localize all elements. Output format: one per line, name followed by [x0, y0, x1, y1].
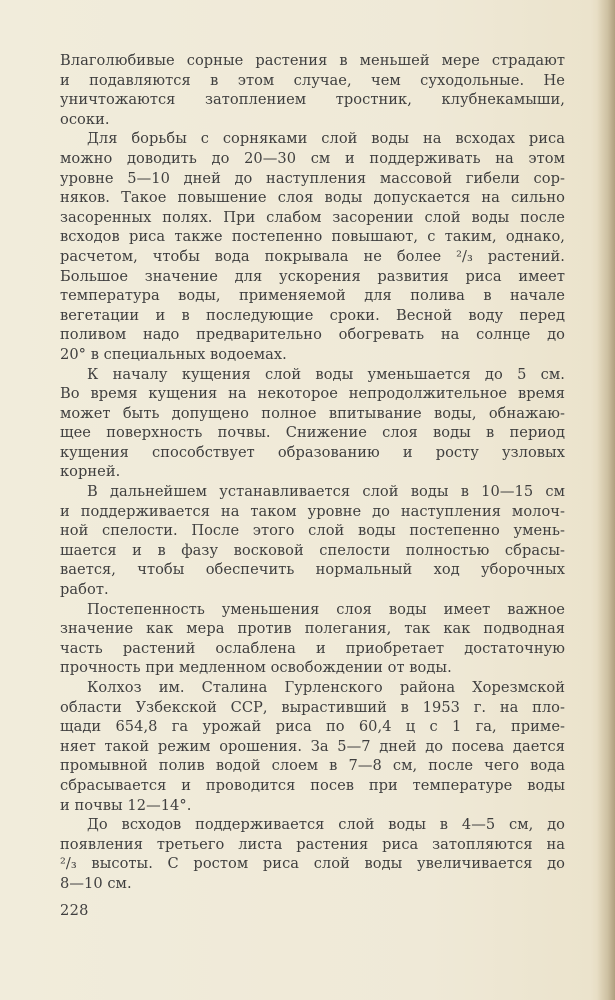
text-line: вается, чтобы обеспечить нормальный ход уборочных [60, 561, 565, 579]
text-line: ²/₃ высоты. С ростом риса слой воды увеличивается до [60, 855, 565, 873]
text-line: засоренных полях. При слабом засорении слой воды после [60, 208, 565, 226]
text-line: 20° в специальных водоемах. [60, 345, 287, 363]
text-line: появления третьего листа растения риса затопляются на [60, 835, 565, 853]
text-line: 8—10 см. [60, 874, 132, 892]
page-edge-shadow [597, 0, 615, 1000]
text-line: может быть допущено полное впитывание воды, обнажаю- [60, 404, 565, 422]
text-line: До всходов поддерживается слой воды в 4—5 см, до [87, 816, 565, 834]
text-line: температура воды, применяемой для полива в начале [60, 287, 565, 305]
text-line: расчетом, чтобы вода покрывала не более ²/₃ растений. [60, 247, 565, 265]
text-line: уровне 5—10 дней до наступления массовой гибели сор- [60, 169, 565, 187]
text-line: и поддерживается на таком уровне до наступления молоч- [60, 502, 565, 520]
text-line: области Узбекской ССР, вырастивший в 1953 г. на пло- [60, 698, 565, 716]
text-line: Большое значение для ускорения развития риса имеет [60, 267, 565, 285]
text-line: ной спелости. После этого слой воды постепенно умень- [60, 522, 565, 540]
text-line: щади 654,8 га урожай риса по 60,4 ц с 1 га, приме- [60, 718, 565, 736]
text-line: и почвы 12—14°. [60, 796, 192, 814]
text-line: осоки. [60, 110, 110, 128]
text-line: сбрасывается и проводится посев при температуре воды [60, 776, 565, 794]
text-line: можно доводить до 20—30 см и поддерживать на этом [60, 149, 565, 167]
text-line: всходов риса также постепенно повышают, с таким, однако, [60, 228, 565, 246]
body-text [60, 51, 565, 894]
text-line: и подавляются в этом случае, чем суходольные. Не [60, 71, 565, 89]
text-line: поливом надо предварительно обогревать на солнце до [60, 326, 565, 344]
text-line: Во время кущения на некоторое непродолжительное время [60, 385, 565, 403]
text-line: В дальнейшем устанавливается слой воды в 10—15 см [87, 483, 565, 501]
text-line: шается и в фазу восковой спелости полностью сбрасы- [60, 541, 565, 559]
text-line: Колхоз им. Сталина Гурленского района Хорезмской [87, 679, 565, 696]
text-line: уничтожаются затоплением тростник, клубнекамыши, [60, 91, 565, 109]
text-line: щее поверхность почвы. Снижение слоя воды в период [60, 424, 565, 442]
text-line: корней. [60, 463, 121, 481]
text-line: Влаголюбивые сорные растения в меньшей мере страдают [60, 52, 565, 69]
text-line: няков. Такое повышение слоя воды допускается на сильно [60, 189, 565, 207]
text-line: К началу кущения слой воды уменьшается до 5 см. [87, 365, 565, 383]
text-line: прочность при медленном освобождении от воды. [60, 659, 452, 677]
page-number: 228 [60, 902, 89, 919]
text-line: значение как мера против полегания, так как подводная [60, 620, 565, 638]
text-line: работ. [60, 581, 109, 599]
text-line: промывной полив водой слоем в 7—8 см, после чего вода [60, 757, 565, 775]
text-line: Для борьбы с сорняками слой воды на всходах риса [87, 130, 565, 148]
text-line: часть растений ослаблена и приобретает достаточную [60, 639, 565, 657]
text-line: няет такой режим орошения. За 5—7 дней до посева дается [60, 737, 565, 755]
text-line: Постепенность уменьшения слоя воды имеет важное [87, 600, 565, 618]
text-line: кущения способствует образованию и росту узловых [60, 443, 565, 461]
text-line: вегетации и в последующие сроки. Весной воду перед [60, 306, 565, 324]
